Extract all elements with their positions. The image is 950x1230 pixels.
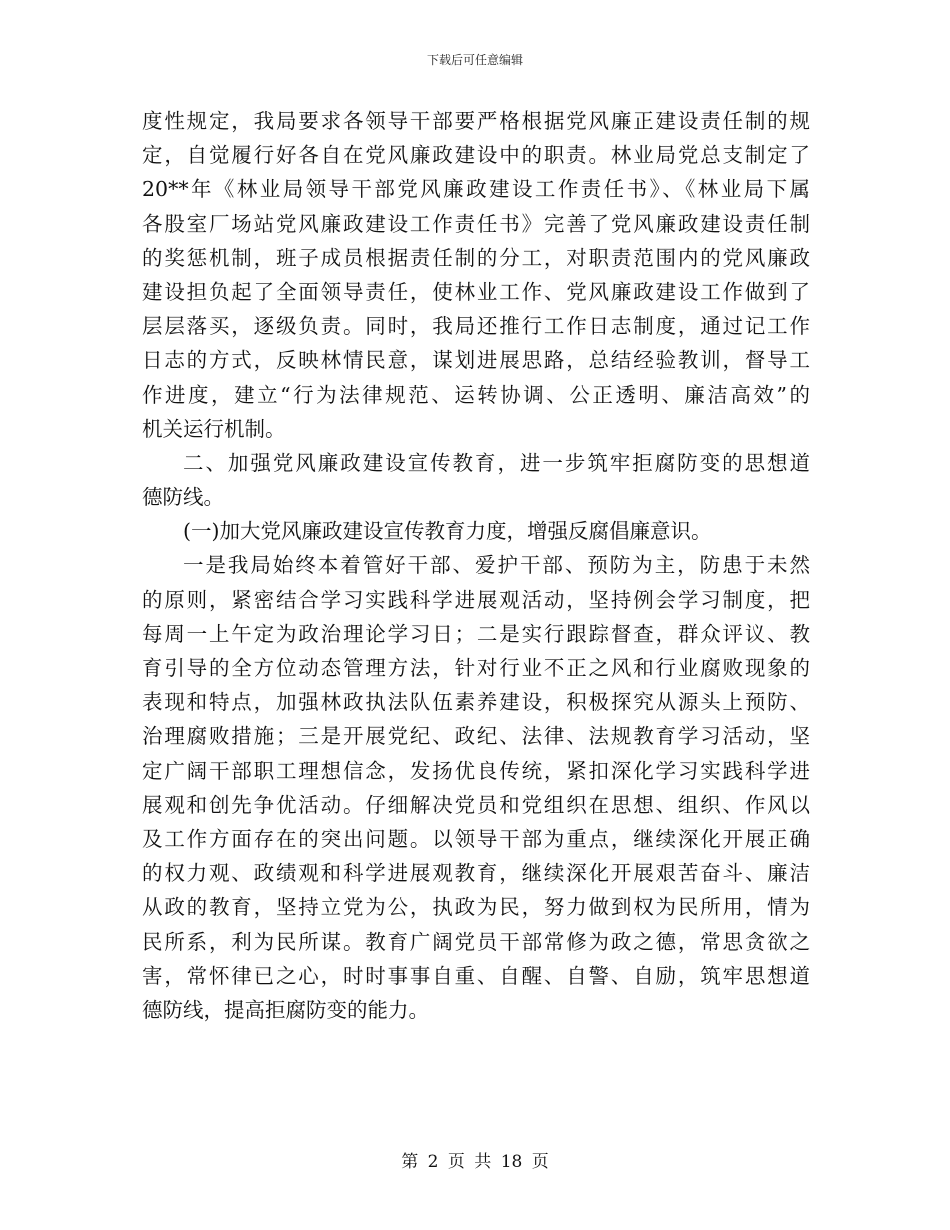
text-line: 一是我局始终本着管好干部、爱护干部、预防为主，防患于未然	[183, 553, 810, 578]
page-header: 下载后可任意编辑	[426, 53, 523, 67]
text-line: 及工作方面存在的突出问题。以领导干部为重点，继续深化开展正确	[142, 826, 810, 851]
text-line: 治理腐败措施；三是开展党纪、政纪、法律、法规教育学习活动，坚	[142, 724, 810, 749]
text-line: 作进度，建立“行为法律规范、运转协调、公正透明、廉洁高效”的	[142, 382, 810, 407]
section-heading-line: 二、加强党风廉政建设宣传教育，进一步筑牢拒腐防变的思想道	[183, 450, 810, 475]
document-body	[142, 104, 810, 1027]
text-line: 度性规定，我局要求各领导干部要严格根据党风廉正建设责任制的规	[142, 109, 810, 133]
page-number: 第 2 页 共 18 页	[401, 1152, 549, 1172]
text-line: 育引导的全方位动态管理方法，针对行业不正之风和行业腐败现象的	[142, 656, 810, 680]
text-line: 的原则，紧密结合学习实践科学进展观活动，坚持例会学习制度，把	[142, 587, 810, 612]
section-heading-line: 德防线。	[142, 485, 224, 510]
text-line: 各股室厂场站党风廉政建设工作责任书》完善了党风廉政建设责任制	[142, 211, 810, 236]
text-line: 20**年《林业局领导干部党风廉政建设工作责任书》、《林业局下属	[142, 177, 810, 202]
text-line: 层层落买，逐级负责。同时，我局还推行工作日志制度，通过记工作	[142, 314, 810, 339]
text-line: 从政的教育，坚持立党为公，执政为民，努力做到权为民所用，情为	[142, 895, 810, 920]
text-line: 民所系，利为民所谋。教育广阔党员干部常修为政之德，常思贪欲之	[142, 929, 810, 954]
text-line: 每周一上午定为政治理论学习日；二是实行跟踪督查，群众评议、教	[142, 621, 810, 646]
text-line: 机关运行机制。	[142, 416, 286, 441]
subsection-heading: (一)加大党风廉政建设宣传教育力度，增强反腐倡廉意识。	[183, 519, 712, 544]
text-line: 德防线，提高拒腐防变的能力。	[142, 997, 429, 1022]
text-line: 定，自觉履行好各自在党风廉政建设中的职责。林业局党总支制定了	[142, 143, 810, 168]
text-line: 日志的方式，反映林情民意，谋划进展思路，总结经验教训，督导工	[142, 348, 810, 373]
text-line: 害，常怀律已之心，时时事事自重、自醒、自警、自励，筑牢思想道	[142, 963, 810, 988]
text-line: 建设担负起了全面领导责任，使林业工作、党风廉政建设工作做到了	[142, 279, 810, 304]
text-line: 的权力观、政绩观和科学进展观教育，继续深化开展艰苦奋斗、廉洁	[142, 861, 810, 886]
text-line: 展观和创先争优活动。仔细解决党员和党组织在思想、组织、作风以	[142, 792, 810, 817]
text-line: 表现和特点，加强林政执法队伍素养建设，积极探究从源头上预防、	[142, 690, 810, 715]
text-line: 的奖惩机制，班子成员根据责任制的分工，对职责范围内的党风廉政	[142, 245, 810, 270]
text-line: 定广阔干部职工理想信念，发扬优良传统，紧扣深化学习实践科学进	[142, 758, 810, 783]
